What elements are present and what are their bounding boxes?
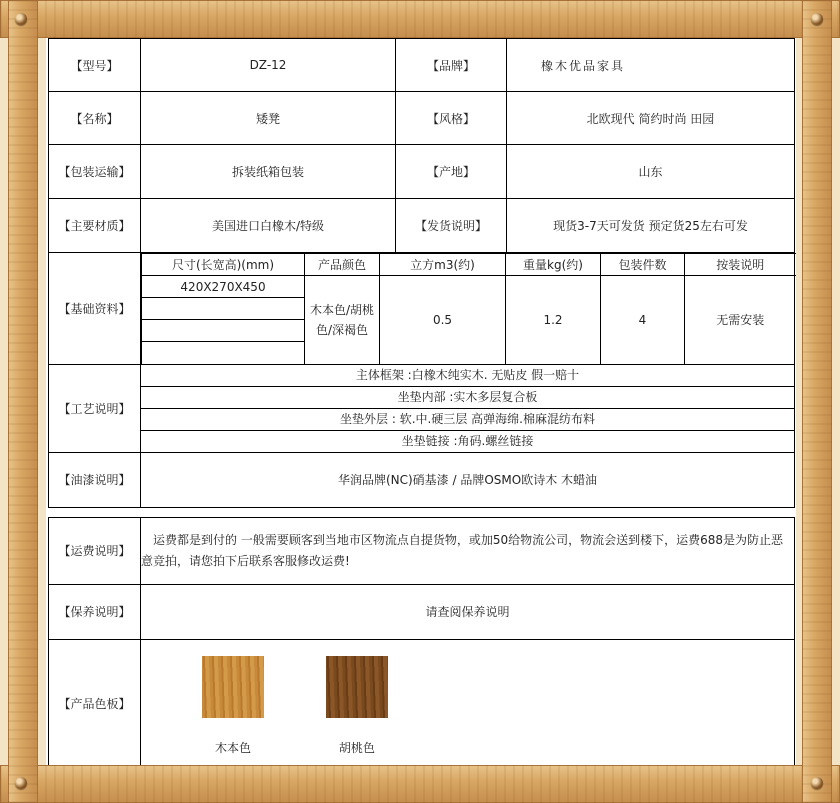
table-row bbox=[49, 452, 795, 507]
care-label: 【保养说明】 bbox=[49, 584, 141, 639]
table-row bbox=[49, 584, 795, 639]
craft-lines bbox=[141, 364, 795, 452]
paint-label: 【油漆说明】 bbox=[49, 452, 141, 507]
swatch-name: 胡桃色 bbox=[338, 740, 375, 755]
swatch-cell bbox=[141, 639, 795, 765]
style-value: 北欧现代 简约时尚 田园 bbox=[507, 92, 795, 145]
swatch-item bbox=[171, 656, 295, 756]
basic-label: 【基础资料】 bbox=[49, 253, 141, 365]
empty-size-cell bbox=[142, 298, 305, 320]
pieces-value: 4 bbox=[601, 276, 685, 364]
color-value: 木本色/胡桃色/深褐色 bbox=[305, 276, 380, 364]
empty-size-cell bbox=[142, 342, 305, 364]
brand-value: 橡木优品家具 bbox=[507, 39, 795, 92]
model-label: 【型号】 bbox=[49, 39, 141, 92]
volume-header: 立方m3(约) bbox=[380, 254, 506, 276]
oak-swatch bbox=[202, 656, 264, 718]
origin-value: 山东 bbox=[507, 145, 795, 199]
table-row bbox=[49, 199, 795, 253]
swatch-label: 【产品色板】 bbox=[49, 639, 141, 765]
model-value: DZ-12 bbox=[141, 39, 396, 92]
table-row bbox=[49, 517, 795, 584]
install-value: 无需安装 bbox=[685, 276, 796, 364]
paint-value: 华润品牌(NC)硝基漆 / 品牌OSMO欧诗木 木蜡油 bbox=[141, 452, 795, 507]
table-row bbox=[49, 92, 795, 145]
weight-header: 重量kg(约) bbox=[506, 254, 601, 276]
product-spec-sheet bbox=[46, 38, 796, 765]
craft-line: 坐垫内部 :实木多层复合板 bbox=[141, 387, 794, 409]
nail-icon bbox=[15, 777, 27, 789]
basic-info-table bbox=[141, 253, 796, 364]
pack-label: 【包装运输】 bbox=[49, 145, 141, 199]
spec-table bbox=[48, 38, 795, 765]
freight-label: 【运费说明】 bbox=[49, 517, 141, 584]
table-gap bbox=[49, 507, 795, 517]
top-wood-beam bbox=[0, 0, 840, 38]
craft-label: 【工艺说明】 bbox=[49, 364, 141, 452]
left-wood-post bbox=[8, 0, 38, 803]
table-row bbox=[49, 39, 795, 92]
weight-value: 1.2 bbox=[506, 276, 601, 364]
table-row bbox=[49, 364, 795, 452]
nail-icon bbox=[15, 13, 27, 25]
empty-size-cell bbox=[142, 320, 305, 342]
care-value: 请查阅保养说明 bbox=[141, 584, 795, 639]
material-label: 【主要材质】 bbox=[49, 199, 141, 253]
name-label: 【名称】 bbox=[49, 92, 141, 145]
ship-label: 【发货说明】 bbox=[396, 199, 507, 253]
nail-icon bbox=[811, 777, 823, 789]
basic-info-cell bbox=[141, 253, 795, 365]
pack-value: 拆装纸箱包装 bbox=[141, 145, 396, 199]
style-label: 【风格】 bbox=[396, 92, 507, 145]
pieces-header: 包装件数 bbox=[601, 254, 685, 276]
craft-line: 坐垫链接 :角码.螺丝链接 bbox=[401, 433, 534, 448]
table-row bbox=[49, 639, 795, 765]
origin-label: 【产地】 bbox=[396, 145, 507, 199]
table-row bbox=[49, 145, 795, 199]
color-header: 产品颜色 bbox=[305, 254, 380, 276]
size-value: 420X270X450 bbox=[142, 276, 305, 298]
table-row bbox=[49, 253, 795, 365]
volume-value: 0.5 bbox=[380, 276, 506, 364]
craft-line: 坐垫外层 : 软.中.硬三层 高弹海绵.棉麻混纺布料 bbox=[141, 409, 794, 431]
size-header: 尺寸(长宽高)(mm) bbox=[142, 254, 305, 276]
craft-line: 主体框架 :白橡木纯实木. 无贴皮 假一赔十 bbox=[141, 365, 794, 387]
ship-value: 现货3-7天可发货 预定货25左右可发 bbox=[507, 199, 795, 253]
brand-label: 【品牌】 bbox=[396, 39, 507, 92]
right-wood-post bbox=[802, 0, 832, 803]
walnut-swatch bbox=[326, 656, 388, 718]
swatch-item bbox=[295, 656, 419, 756]
bottom-wood-beam bbox=[0, 765, 840, 803]
name-value: 矮凳 bbox=[141, 92, 396, 145]
freight-value: 运费都是到付的 一般需要顾客到当地市区物流点自提货物，或加50给物流公司，物流会送到楼下，运费688是为防止恶意竞拍，请您拍下后联系客服修改运费! bbox=[141, 517, 795, 584]
nail-icon bbox=[811, 13, 823, 25]
swatch-name: 木本色 bbox=[214, 740, 251, 755]
material-value: 美国进口白橡木/特级 bbox=[141, 199, 396, 253]
install-header: 按装说明 bbox=[685, 254, 796, 276]
